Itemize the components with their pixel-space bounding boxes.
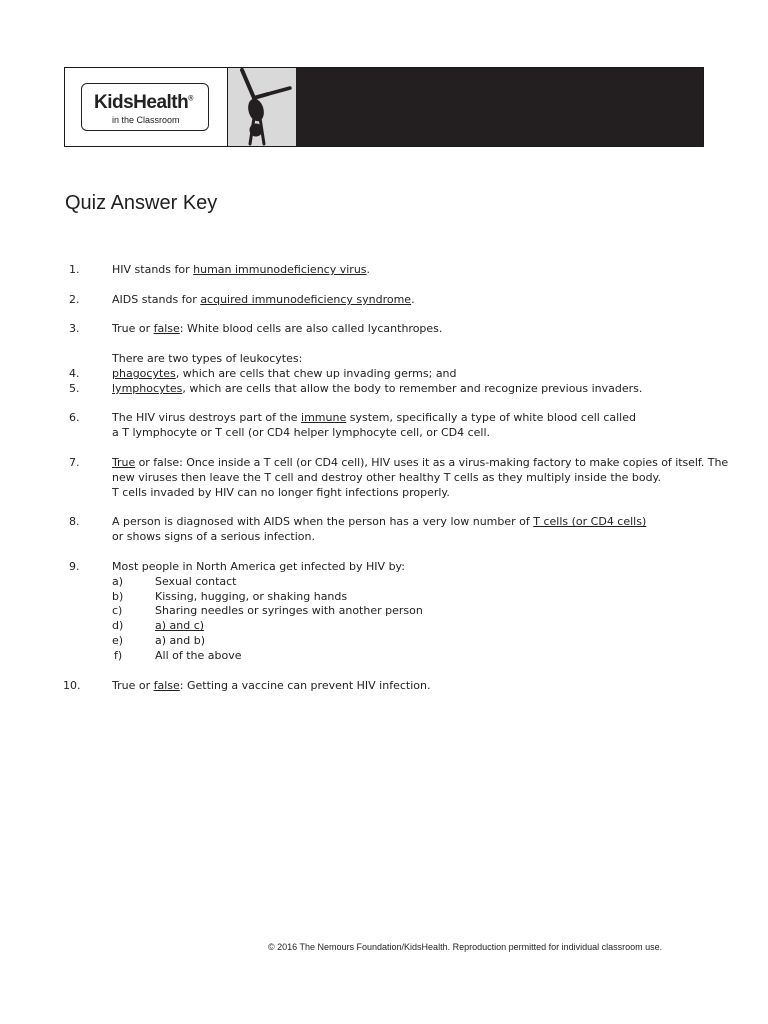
answer-7: True	[112, 456, 136, 469]
question-number: 6.	[69, 411, 80, 424]
question-7-line3: T cells invaded by HIV can no longer fight infections properly.	[112, 486, 450, 499]
option-letter: b)	[112, 590, 124, 603]
question-number: 1.	[69, 263, 80, 276]
question-4-5-intro: There are two types of leukocytes:	[112, 352, 303, 365]
question-number: 10.	[63, 679, 81, 692]
answer-10: false	[153, 679, 180, 692]
option-letter: a)	[112, 575, 124, 588]
option-letter: d)	[112, 619, 124, 632]
option-a: Sexual contact	[155, 575, 237, 588]
kidshealth-logo	[81, 83, 209, 131]
option-f: All of the above	[155, 649, 242, 662]
question-number: 9.	[69, 560, 80, 573]
option-letter: f)	[114, 649, 123, 662]
question-7-line2: new viruses then leave the T cell and destroy other healthy T cells as they multiply inside the body.	[112, 471, 661, 484]
answer-5: lymphocytes	[112, 382, 183, 395]
question-2: AIDS stands for acquired immunodeficiency syndrome.	[112, 293, 415, 306]
question-9: Most people in North America get infected by HIV by:	[112, 560, 405, 573]
header-dark-band	[296, 68, 703, 146]
question-number: 4.	[69, 367, 80, 380]
question-8-line2: or shows signs of a serious infection.	[112, 530, 316, 543]
question-number: 5.	[69, 382, 80, 395]
option-e: a) and b)	[155, 634, 205, 647]
answer-1: human immunodeficiency virus	[193, 263, 367, 276]
logo-registered-mark: ®	[188, 95, 193, 103]
answer-3: false	[153, 322, 180, 335]
answer-6: immune	[301, 411, 347, 424]
header-banner	[64, 67, 704, 147]
question-6-line2: a T lymphocyte or T cell (or CD4 helper lymphocyte cell, or CD4 cell.	[112, 426, 491, 439]
answer-4: phagocytes	[112, 367, 176, 380]
answer-8: T cells (or CD4 cells)	[533, 515, 647, 528]
question-number: 3.	[69, 322, 80, 335]
option-b: Kissing, hugging, or shaking hands	[155, 590, 348, 603]
logo-sub-text: in the Classroom	[112, 115, 180, 125]
page-title: Quiz Answer Key	[65, 192, 218, 214]
option-letter: e)	[112, 634, 124, 647]
question-7: True or false: Once inside a T cell (or CD4 cell), HIV uses it as a virus-making factory to make copies of itself. The	[112, 456, 729, 469]
question-8: A person is diagnosed with AIDS when the person has a very low number of T cells (or CD4 cells)	[112, 515, 647, 528]
logo-area	[65, 68, 228, 146]
option-letter: c)	[112, 604, 123, 617]
logo-main-text: KidsHealth	[94, 92, 189, 113]
option-c: Sharing needles or syringes with another person	[155, 604, 423, 617]
copyright-footer: © 2016 The Nemours Foundation/KidsHealth. Reproduction permitted for individual classroom use.	[268, 942, 663, 952]
option-d-answer: a) and c)	[155, 619, 205, 632]
question-4: phagocytes, which are cells that chew up invading germs; and	[112, 367, 457, 380]
question-10: True or false: Getting a vaccine can prevent HIV infection.	[112, 679, 431, 692]
question-5: lymphocytes, which are cells that allow the body to remember and recognize previous invaders.	[112, 382, 643, 395]
question-1: HIV stands for human immunodeficiency virus.	[112, 263, 371, 276]
question-number: 7.	[69, 456, 80, 469]
question-number: 2.	[69, 293, 80, 306]
answer-2: acquired immunodeficiency syndrome	[200, 293, 412, 306]
question-3: True or false: White blood cells are also called lycanthropes.	[112, 322, 443, 335]
question-number: 8.	[69, 515, 80, 528]
cartwheel-figure-icon	[228, 68, 296, 146]
question-6: The HIV virus destroys part of the immune system, specifically a type of white blood cell called	[112, 411, 636, 424]
